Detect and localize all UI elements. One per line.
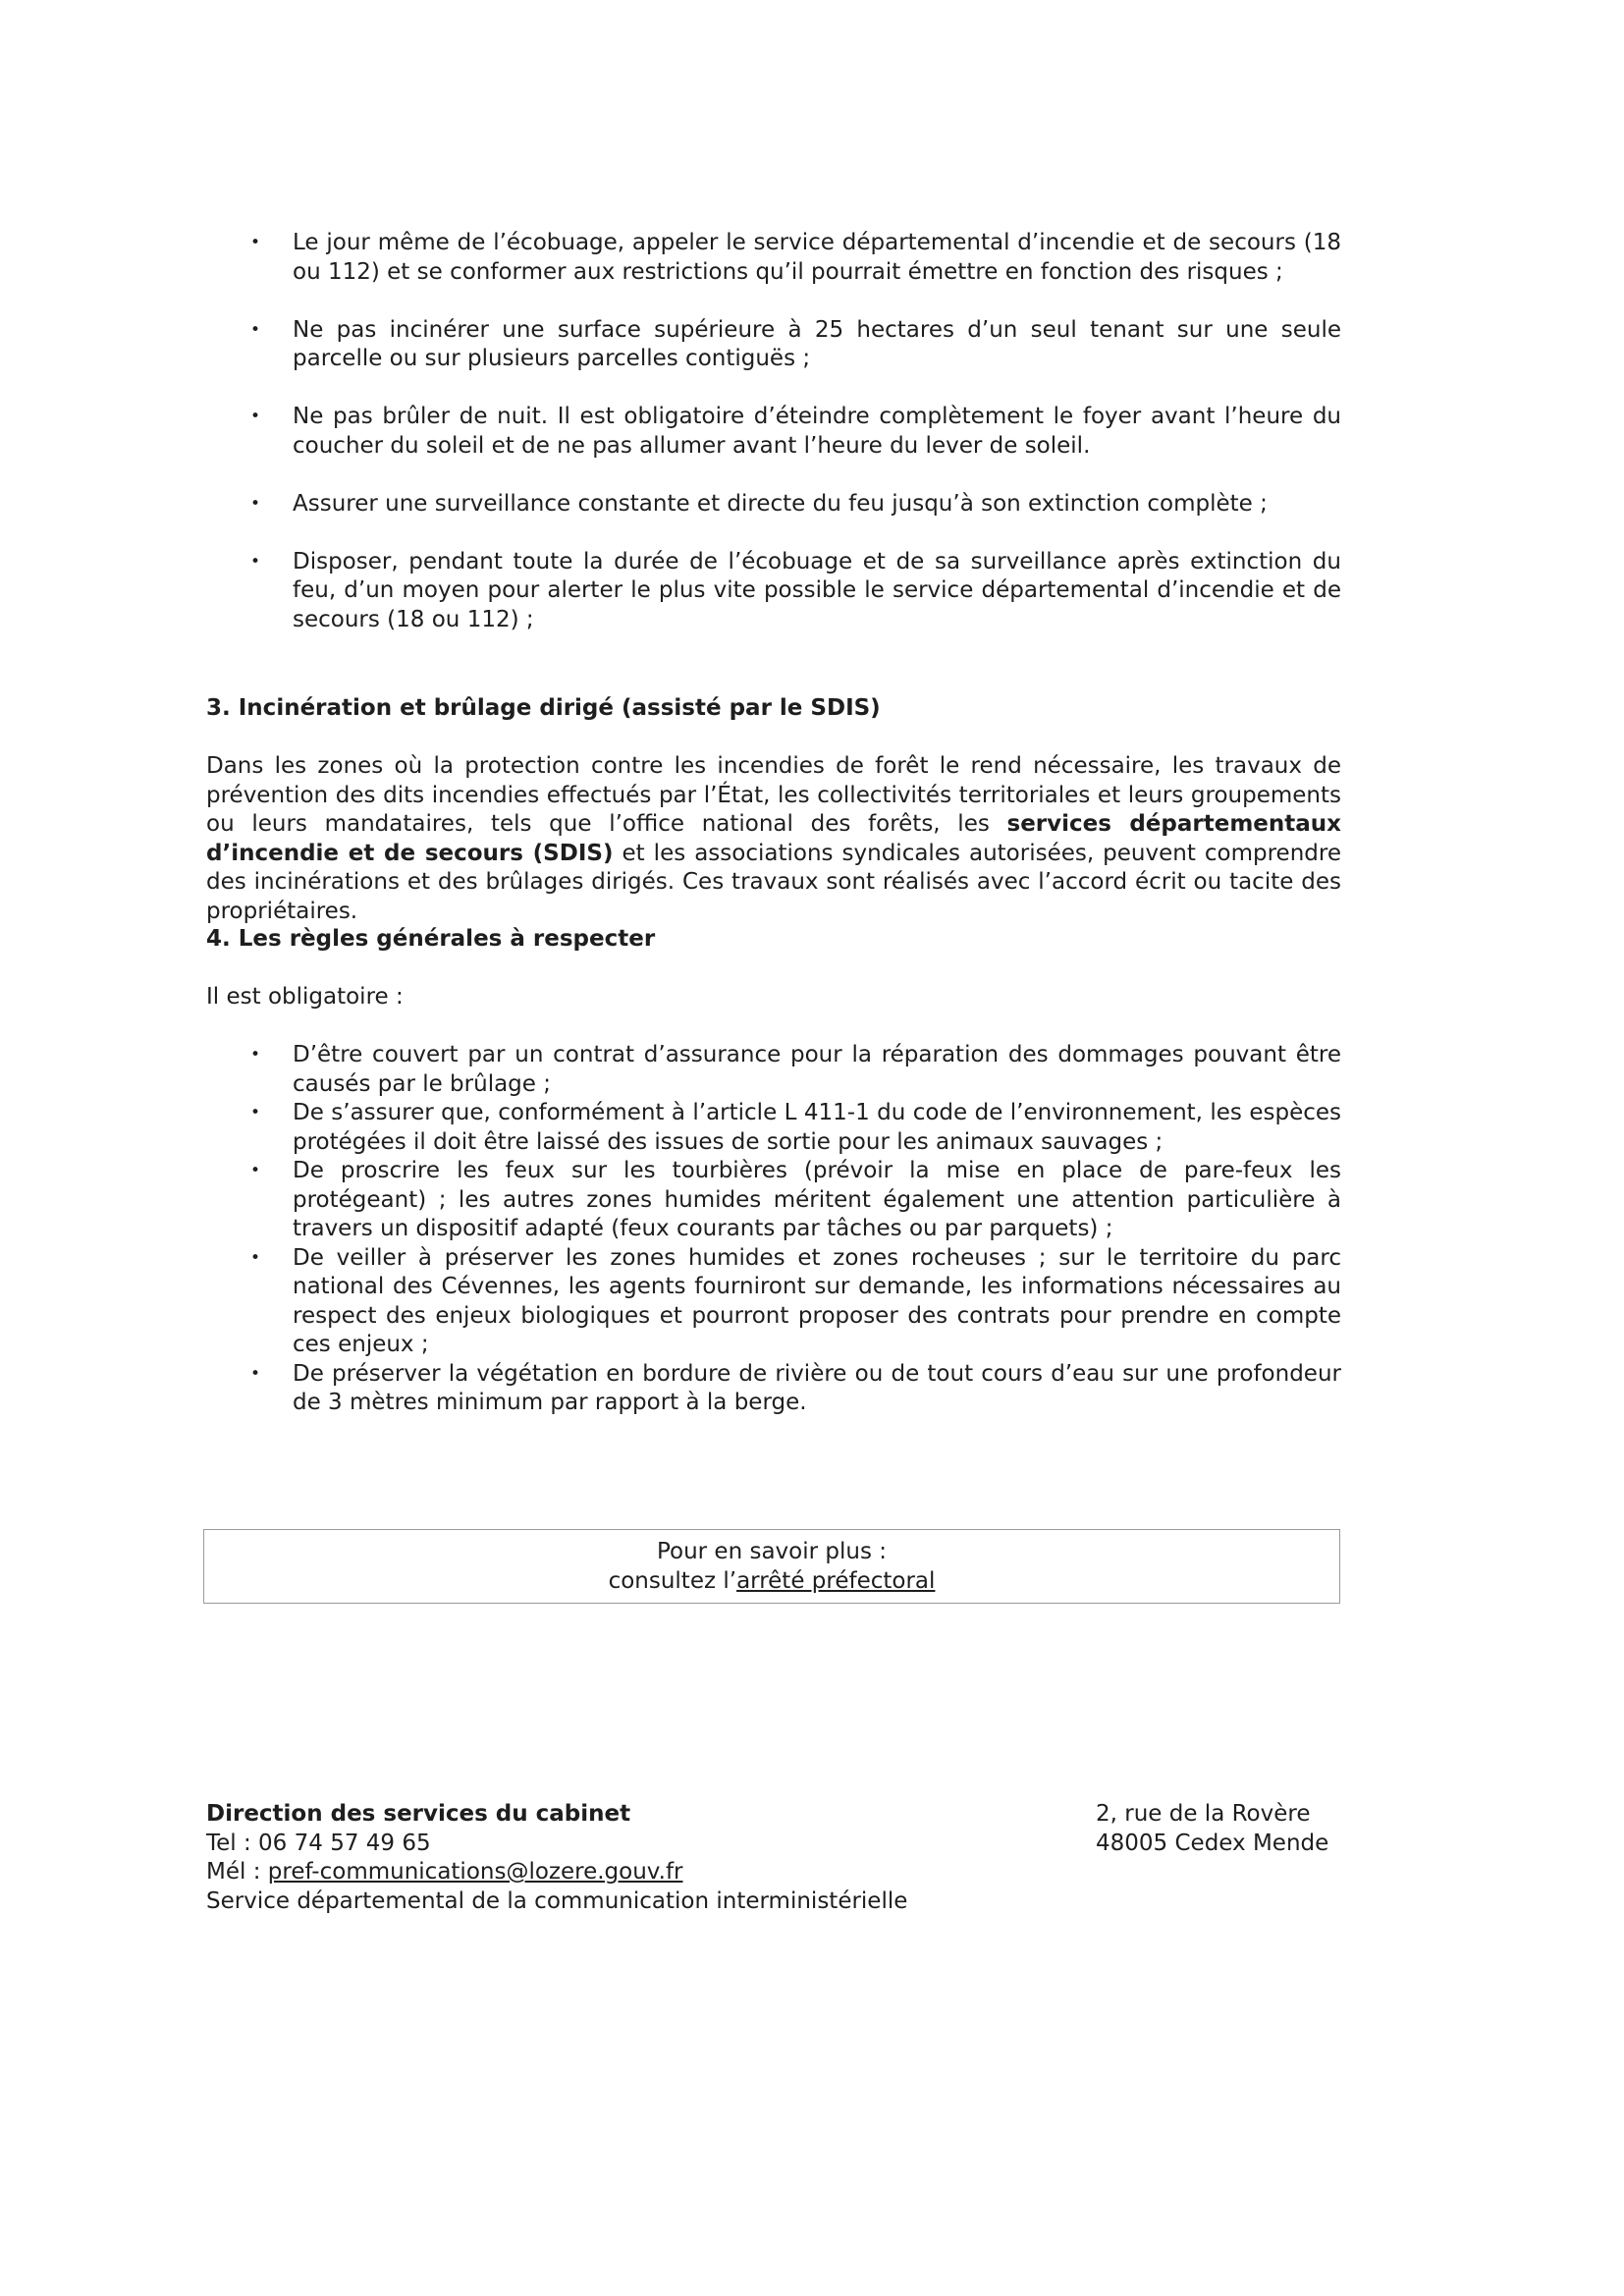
top-bullet-list (206, 229, 1341, 634)
footer-mail-label: Mél : (206, 1859, 268, 1885)
list-item: • De s’assurer que, conformément à l’article L 411-1 du code de l’environnement, les espèces protégées il doit être laissé des issues de sortie pour les animaux sauvages ; (206, 1099, 1341, 1157)
list-item: • Assurer une surveillance constante et directe du feu jusqu’à son extinction complète ; (206, 490, 1341, 519)
section-4-bullet-list (206, 1041, 1341, 1418)
section-4-heading: 4. Les règles générales à respecter (206, 926, 656, 952)
section-3-text-part2: et les associations syndicales autorisées, peuvent comprendre des incinérations et des brûlages dirigés. Ces travaux sont réalisés avec l’accord écrit ou tacite des propriétaires. (206, 840, 1341, 924)
info-box-line1: Pour en savoir plus : (656, 1539, 888, 1564)
section-3-text-bold: services départementaux d’incendie et de secours (SDIS) (206, 811, 1341, 866)
section-3-paragraph (206, 752, 1341, 926)
section-4-bullet-list-container (206, 1041, 1341, 1418)
arrete-prefectoral-link[interactable]: arrêté préfectoral (736, 1567, 936, 1594)
footer-address-line2: 48005 Cedex Mende (1096, 1830, 1329, 1856)
section-3-body (206, 752, 1341, 926)
section-4-intro-container (206, 983, 1341, 1012)
footer-address (1096, 1800, 1328, 1858)
footer-mail (206, 1858, 907, 1887)
footer-contact (206, 1800, 907, 1916)
footer-org-name: Direction des services du cabinet (206, 1801, 631, 1827)
footer-service: Service départemental de la communication interministérielle (206, 1887, 908, 1914)
footer-mail-link[interactable]: pref-communications@lozere.gouv.fr (267, 1859, 683, 1885)
top-bullet-list-container (206, 229, 1341, 664)
section-3-heading: 3. Incinération et brûlage dirigé (assisté par le SDIS) (206, 695, 881, 721)
footer-tel: Tel : 06 74 57 49 65 (206, 1830, 431, 1856)
list-item: • Disposer, pendant toute la durée de l’écobuage et de sa surveillance après extinction du feu, d’un moyen pour alerter le plus vite possible le service départemental d’incendie et de secours (18 ou 112) ; (206, 548, 1341, 635)
list-item: • Ne pas incinérer une surface supérieure à 25 hectares d’un seul tenant sur une seule parcelle ou sur plusieurs parcelles contiguës ; (206, 316, 1341, 374)
list-item: • De proscrire les feux sur les tourbières (prévoir la mise en place de pare-feux les protégeant) ; les autres zones humides méritent également une attention particulière à travers un dispositif adapté (feux courants par tâches ou par parquets) ; (206, 1157, 1341, 1244)
section-4 (206, 925, 1341, 955)
section-4-intro: Il est obligatoire : (206, 984, 404, 1010)
list-item: • Le jour même de l’écobuage, appeler le service départemental d’incendie et de secours (18 ou 112) et se conformer aux restrictions qu’il pourrait émettre en fonction des risques ; (206, 229, 1341, 287)
list-item: • De veiller à préserver les zones humides et zones rocheuses ; sur le territoire du parc national des Cévennes, les agents fourniront sur demande, les informations nécessaires au respect des enjeux biologiques et pourront proposer des contrats pour prendre en compte ces enjeux ; (206, 1244, 1341, 1360)
footer-address-line1: 2, rue de la Rovère (1096, 1801, 1311, 1827)
list-item: • D’être couvert par un contrat d’assurance pour la réparation des dommages pouvant être causés par le brûlage ; (206, 1041, 1341, 1099)
info-box-line2-prefix: consultez l’ (608, 1567, 737, 1594)
list-item: • Ne pas brûler de nuit. Il est obligatoire d’éteindre complètement le foyer avant l’heure du coucher du soleil et de ne pas allumer avant l’heure du lever de soleil. (206, 403, 1341, 461)
info-box (203, 1529, 1340, 1604)
section-3 (206, 694, 1341, 724)
info-box-line2 (204, 1567, 1339, 1597)
list-item: • De préserver la végétation en bordure de rivière ou de tout cours d’eau sur une profondeur de 3 mètres minimum par rapport à la berge. (206, 1360, 1341, 1418)
section-3-text-part1: Dans les zones où la protection contre les incendies de forêt le rend nécessaire, les travaux de prévention des dits incendies effectués par l’État, les collectivités territoriales et leurs groupements ou leurs mandataires, tels que l’office national des forêts, les (206, 753, 1341, 837)
